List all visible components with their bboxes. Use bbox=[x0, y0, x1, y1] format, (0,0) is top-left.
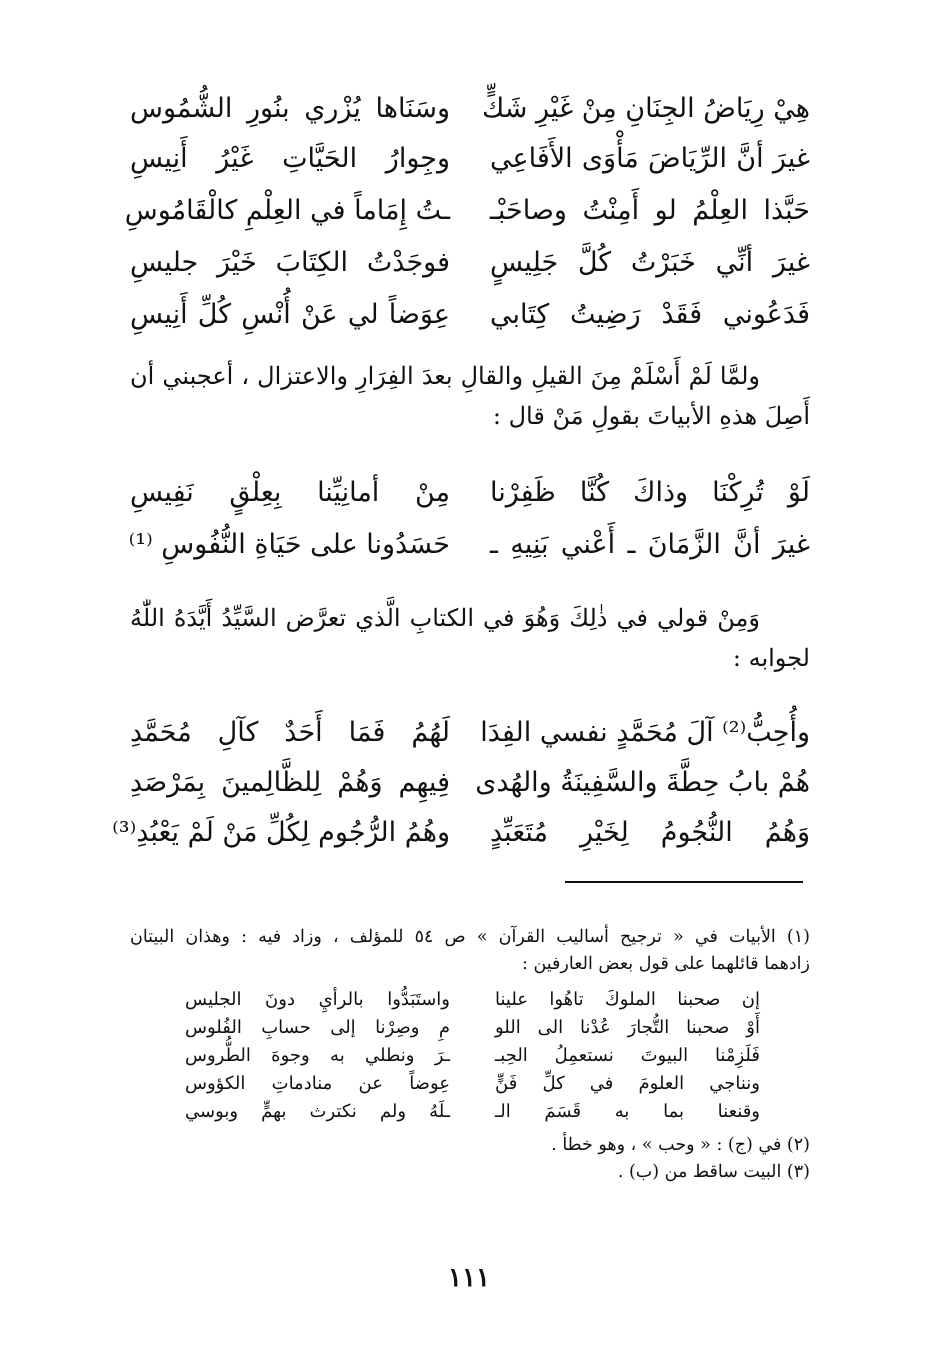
footnote-2: (٢) في (ج) : « وحب » ، وهو خطأ . bbox=[551, 1135, 810, 1155]
poem3-hemistich-second: لَهُمُ فَمَا أَحَدٌ كآلِ مُحَمَّدِ bbox=[130, 717, 450, 748]
poem1-hemistich-first: حَبَّذا العِلْمُ لو أَمِنْتُ وصاحَبْـ bbox=[490, 195, 810, 226]
poem3-verse bbox=[112, 808, 810, 858]
poem1-verse bbox=[130, 134, 810, 184]
paragraph-line: وَمِنْ قولي في ذٰلِكَ وَهُوَ في الكتابِ الَّذي تعرَّض السَّيِّدُ أَيَّدَهُ اللّٰهُ bbox=[130, 604, 760, 632]
paragraph-line: أَصِلَ هذهِ الأبياتَ بقولِ مَنْ قال : bbox=[492, 402, 810, 430]
poem3-hemistich-first: وأُحِبُّ⁽²⁾ آلَ مُحَمَّدٍ نفسي الفِدَا bbox=[480, 717, 810, 748]
poem1-verse bbox=[130, 238, 810, 288]
poem3-hemistich-second: وهُمُ الرُّجُوم لِكُلِّ مَنْ لَمْ يَعْبُدِ⁽³⁾ bbox=[112, 817, 450, 848]
poem1-hemistich-second: وجِوارُ الحَيَّاتِ غَيْرُ أَنِيسِ bbox=[130, 143, 450, 174]
prose-paragraph bbox=[130, 598, 810, 678]
poem1-hemistich-second: فوجَدْتُ الكِتَابَ خَيْرَ جليسِ bbox=[130, 247, 450, 278]
paragraph-line: ولمَّا لَمْ أَسْلَمْ مِنَ القيلِ والقالِ بعدَ الفِرَارِ والاعتزال ، أعجبني أن bbox=[130, 362, 760, 390]
poem2-hemistich-first: غيرَ أنَّ الزَّمَانَ ـ أَعْني بَنِيهِ ـ bbox=[490, 529, 810, 560]
footnote-verse bbox=[185, 1014, 760, 1042]
poem3-hemistich-second: فِيهِم وَهُمْ لِلظَّالِمينَ بِمَرْصَدِ bbox=[130, 767, 450, 798]
footnote-hemistich-first: ونناجي العلومَ في كلِّ فَنٍّ bbox=[495, 1073, 760, 1094]
footnote-1-line: (١) الأبيات في « ترجيح أساليب القرآن » ص ٥٤ للمؤلف ، وزاد فيه : وهذان البيتان bbox=[130, 927, 810, 947]
footnote-verse bbox=[185, 1042, 760, 1070]
footnote-hemistich-second: مِ وصِرْنا إلى حسابِ الفُلوس bbox=[185, 1017, 450, 1038]
poem1-verse bbox=[124, 186, 810, 236]
footnote-hemistich-second: عِوضاً عن منادماتِ الكؤوس bbox=[185, 1073, 450, 1094]
poem2-verse bbox=[130, 468, 810, 518]
poem1-hemistich-first: غيرَ أنَّ الرِّيَاضَ مَأْوَى الأَفَاعِي bbox=[490, 143, 810, 174]
poem3-verse bbox=[130, 758, 810, 808]
page-number: ١١١ bbox=[448, 1263, 490, 1293]
poem1-hemistich-second: وسَنَاها يُزْري بنُورِ الشُّمُوس bbox=[130, 93, 450, 124]
footnote-verse bbox=[185, 986, 760, 1014]
poem3-hemistich-first: وَهُمُ النُّجُومُ لِخَيْرِ مُتَعَبِّدٍ bbox=[490, 817, 810, 848]
footnote-3: (٣) البيت ساقط من (ب) . bbox=[617, 1162, 810, 1182]
footnote-separator bbox=[565, 881, 803, 883]
poem2-verse bbox=[130, 520, 810, 570]
poem1-hemistich-second: عِوَضاً لي عَنْ أُنْسِ كُلِّ أَنِيسِ bbox=[130, 299, 450, 330]
footnote-hemistich-second: واستَبَدُّوا بالرأيِ دونَ الجليس bbox=[185, 989, 450, 1010]
poem3-verse bbox=[130, 708, 810, 758]
poem1-hemistich-first: فَدَعُوني فَقَدْ رَضِيتُ كِتَابي bbox=[490, 299, 810, 330]
poem1-verse bbox=[130, 84, 810, 134]
footnote-verse bbox=[185, 1070, 760, 1098]
poem3-hemistich-first: هُمْ بابُ حِطَّةَ والسَّفِينَةُ والهُدى bbox=[475, 767, 810, 798]
footnote-hemistich-second: ـلَهُ ولم نكترث بهمٍّ وبوسي bbox=[185, 1101, 450, 1122]
footnote-1-line: زادهما قائلهما على قول بعض العارفين : bbox=[521, 954, 810, 974]
poem2-hemistich-second: حَسَدُونا على حَيَاةِ النُّفُوسِ ⁽¹⁾ bbox=[128, 529, 450, 560]
paragraph-line: لجوابه : bbox=[732, 644, 810, 672]
poem1-hemistich-first: غيرَ أنِّي خَبَرْتُ كُلَّ جَلِيسٍ bbox=[490, 247, 810, 278]
poem1-hemistich-second: ـتُ إِمَاماً في العِلْمِ كالْقَامُوسِ bbox=[124, 195, 450, 226]
poem1-hemistich-first: هِيْ رِيَاضُ الجِنَانِ مِنْ غَيْرِ شَكٍّ bbox=[482, 93, 810, 124]
footnote-hemistich-first: وقنعنا بما به قَسَمَ الـ bbox=[495, 1101, 760, 1122]
poem1-verse bbox=[130, 290, 810, 340]
footnote-hemistich-first: فَلَزِمْنا البيوتَ نستعمِلُ الحِبـ bbox=[495, 1045, 760, 1066]
footnote-hemistich-second: ـرَ ونطلي به وجوهَ الطُّروس bbox=[185, 1045, 450, 1066]
poem2-hemistich-second: مِنْ أمانِيِّنا بِعِلْقٍ نَفِيسِ bbox=[130, 477, 450, 508]
footnote-hemistich-first: أَوْ صحبنا التُّجارَ عُدْنا الى اللو bbox=[495, 1017, 760, 1038]
footnote-verse bbox=[185, 1098, 760, 1126]
poem2-hemistich-first: لَوْ تُرِكْنَا وذاكَ كُنَّا ظَفِرْنا bbox=[490, 477, 810, 508]
prose-paragraph bbox=[130, 356, 810, 436]
footnote-hemistich-first: إن صحبنا الملوكَ تاهُوا علينا bbox=[495, 989, 760, 1010]
